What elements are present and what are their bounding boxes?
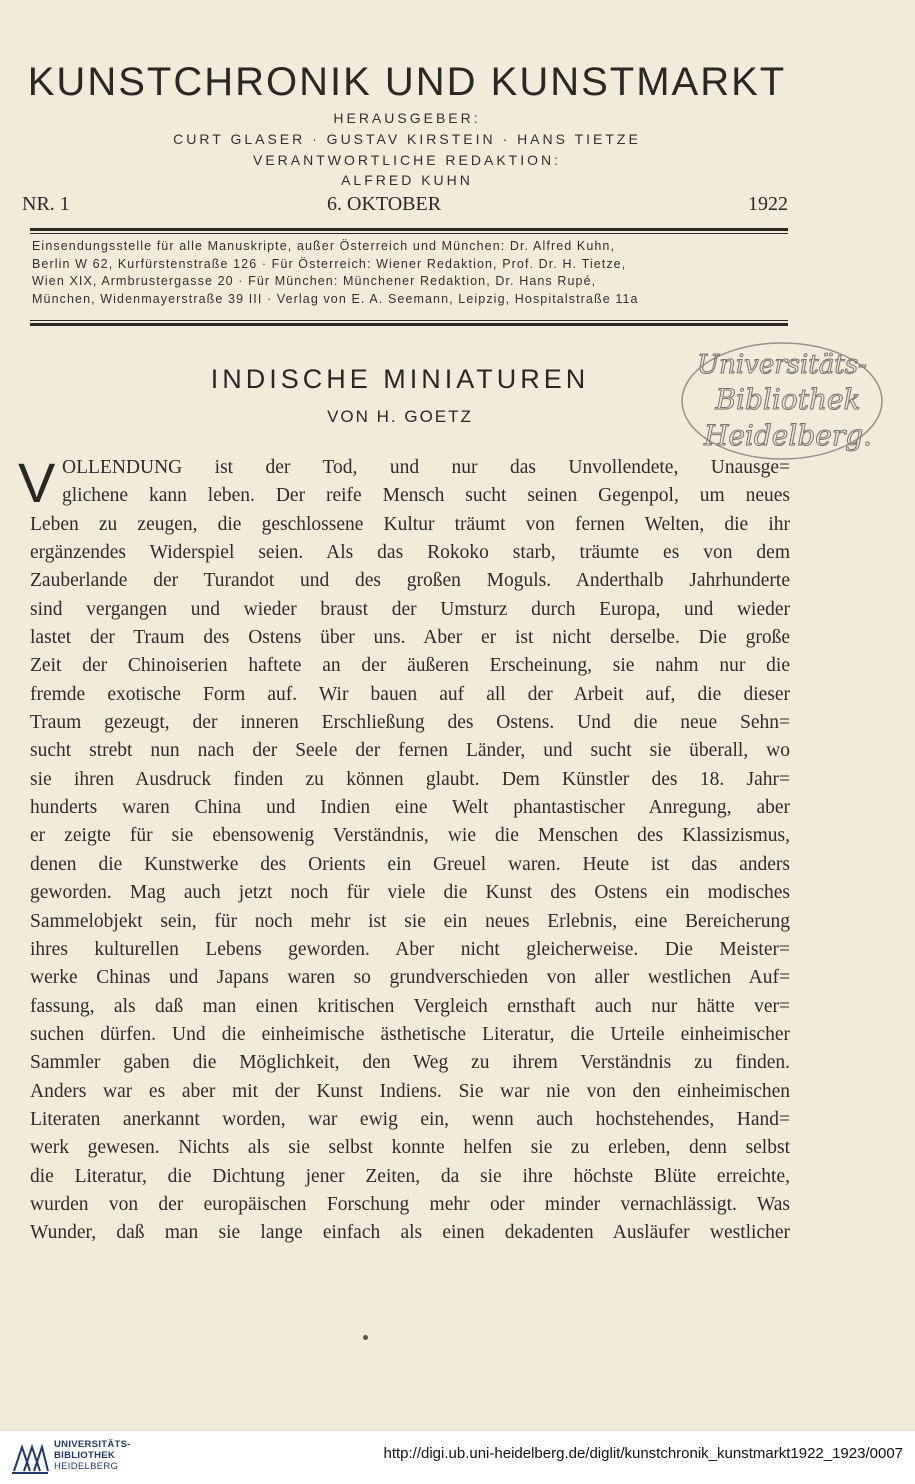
notice-line: Einsendungsstelle für alle Manuskripte, außer Österreich und München: Dr. Alfred Kuhn, [32, 239, 616, 253]
body-line: geworden. Mag auch jetzt noch für viele die Kunst des Ostens ein modisches [30, 882, 790, 904]
article-title: INDISCHE MINIATUREN [210, 364, 590, 394]
body-line: er zeigte für sie ebensowenig Verständnis, wie die Menschen des Klassizismus, [30, 825, 790, 847]
body-line: sie ihren Ausdruck finden zu können glaubt. Dem Künstler des 18. Jahr= [30, 768, 790, 790]
drop-cap: V [18, 451, 56, 514]
editorial-label: VERANTWORTLICHE REDAKTION: [253, 152, 561, 168]
notice-line: München, Widenmayerstraße 39 III · Verlag von E. A. Seemann, Leipzig, Hospitalstraße 11a [32, 291, 639, 306]
body-line: Traum gezeugt, der inneren Erschließung des Ostens. Und die neue Sehn= [30, 712, 790, 734]
top-rule-thin [30, 233, 788, 234]
body-line: werke Chinas und Japans waren so grundverschieden von aller westlichen Auf= [30, 967, 790, 989]
issue-row [22, 193, 788, 219]
body-line: OLLENDUNG ist der Tod, und nur das Unvollendete, Unausge= [62, 457, 790, 478]
masthead-title: KUNSTCHRONIK UND KUNSTMARKT [27, 60, 787, 104]
logo-line-3: HEIDELBERG [54, 1461, 119, 1472]
editors-names: CURT GLASER · GUSTAV KIRSTEIN · HANS TIETZE [173, 131, 641, 147]
editor-name: ALFRED KUHN [341, 172, 473, 188]
university-logo-icon[interactable] [10, 1441, 50, 1477]
article-body [30, 454, 790, 1248]
body-line: Wunder, daß man sie lange einfach als einen dekadenten Ausläufer westlicher [30, 1222, 790, 1244]
body-line: die Literatur, die Dichtung jener Zeiten, da sie ihre höchste Blüte erreichte, [30, 1165, 790, 1187]
body-line: sucht strebt nun nach der Seele der fernen Länder, und sucht sie überall, wo [30, 740, 790, 762]
issue-date: 6. OKTOBER [327, 193, 442, 215]
logo-line-2: BIBLIOTHEK [54, 1450, 116, 1461]
body-line: suchen dürfen. Und die einheimische ästhetische Literatur, die Urteile einheimischer [30, 1023, 790, 1045]
logo-line-1: UNIVERSITÄTS- [54, 1439, 131, 1450]
body-line: denen die Kunstwerke des Orients ein Greuel waren. Heute ist das anders [30, 853, 790, 875]
notice-line: Wien XIX, Armbrustergasse 20 · Für München: Münchener Redaktion, Dr. Hans Rupé, [32, 274, 597, 288]
editors-label: HERAUSGEBER: [333, 110, 481, 126]
bottom-rule-thick [30, 323, 788, 326]
body-line: fassung, als daß man einen kritischen Vergleich ernsthaft auch nur hätte ver= [30, 995, 790, 1017]
body-line: Literaten anerkannt worden, war ewig ein, wenn auch hochstehendes, Hand= [30, 1108, 790, 1130]
issue-number: NR. 1 [22, 193, 70, 215]
stamp-line-3: Heidelberg. [703, 419, 873, 452]
body-line: hunderts waren China und Indien eine Welt phantastischer Anregung, aber [30, 797, 790, 819]
body-line: Anders war es aber mit der Kunst Indiens. Sie war nie von den einheimischen [30, 1080, 790, 1102]
notice-line: Berlin W 62, Kurfürstenstraße 126 · Für Österreich: Wiener Redaktion, Prof. Dr. H. Tietze, [32, 256, 627, 271]
stamp-line-1: Universitäts- [697, 350, 867, 380]
article-author: VON H. GOETZ [327, 407, 473, 426]
bottom-rule-thin [30, 320, 788, 321]
library-stamp [676, 335, 888, 467]
page-dot [363, 1335, 368, 1340]
body-line: lastet der Traum des Ostens über uns. Aber er ist nicht derselbe. Die große [30, 627, 790, 649]
issue-year: 1922 [748, 193, 788, 215]
permalink-url[interactable]: http://digi.ub.uni-heidelberg.de/diglit/kunstchronik_kunstmarkt1922_1923/0007 [383, 1445, 903, 1462]
body-line: Sammelobjekt sein, für noch mehr ist sie ein neues Erlebnis, eine Bereicherung [30, 910, 790, 932]
body-line: ihres kulturellen Lebens geworden. Aber nicht gleicherweise. Die Meister= [30, 938, 790, 960]
body-line: Zeit der Chinoiserien haftete an der äußeren Erscheinung, sie nahm nur die [30, 655, 790, 677]
body-line: glichene kann leben. Der reife Mensch sucht seinen Gegenpol, um neues [62, 485, 790, 507]
body-line: Zauberlande der Turandot und des großen Moguls. Anderthalb Jahrhunderte [30, 570, 790, 592]
body-line: wurden von der europäischen Forschung mehr oder minder vernachlässigt. Was [30, 1193, 790, 1215]
body-line: Sammler gaben die Möglichkeit, den Weg zu ihrem Verständnis zu finden. [30, 1052, 790, 1074]
body-line: Leben zu zeugen, die geschlossene Kultur träumt von fernen Welten, die ihr [30, 513, 790, 535]
stamp-line-2: Bibliothek [715, 383, 861, 416]
top-rule-thick [30, 228, 788, 231]
body-line: werk gewesen. Nichts als sie selbst konnte helfen sie zu erleben, denn selbst [30, 1137, 790, 1159]
body-line: fremde exotische Form auf. Wir bauen auf all der Arbeit auf, die dieser [30, 683, 790, 705]
university-logo-text[interactable] [54, 1439, 131, 1472]
body-line: sind vergangen und wieder braust der Umsturz durch Europa, und wieder [30, 598, 790, 620]
body-line: ergänzendes Widerspiel seien. Als das Rokoko starb, träumte es von dem [30, 542, 790, 564]
footer-bar [0, 1430, 915, 1484]
submission-notice [32, 238, 790, 308]
